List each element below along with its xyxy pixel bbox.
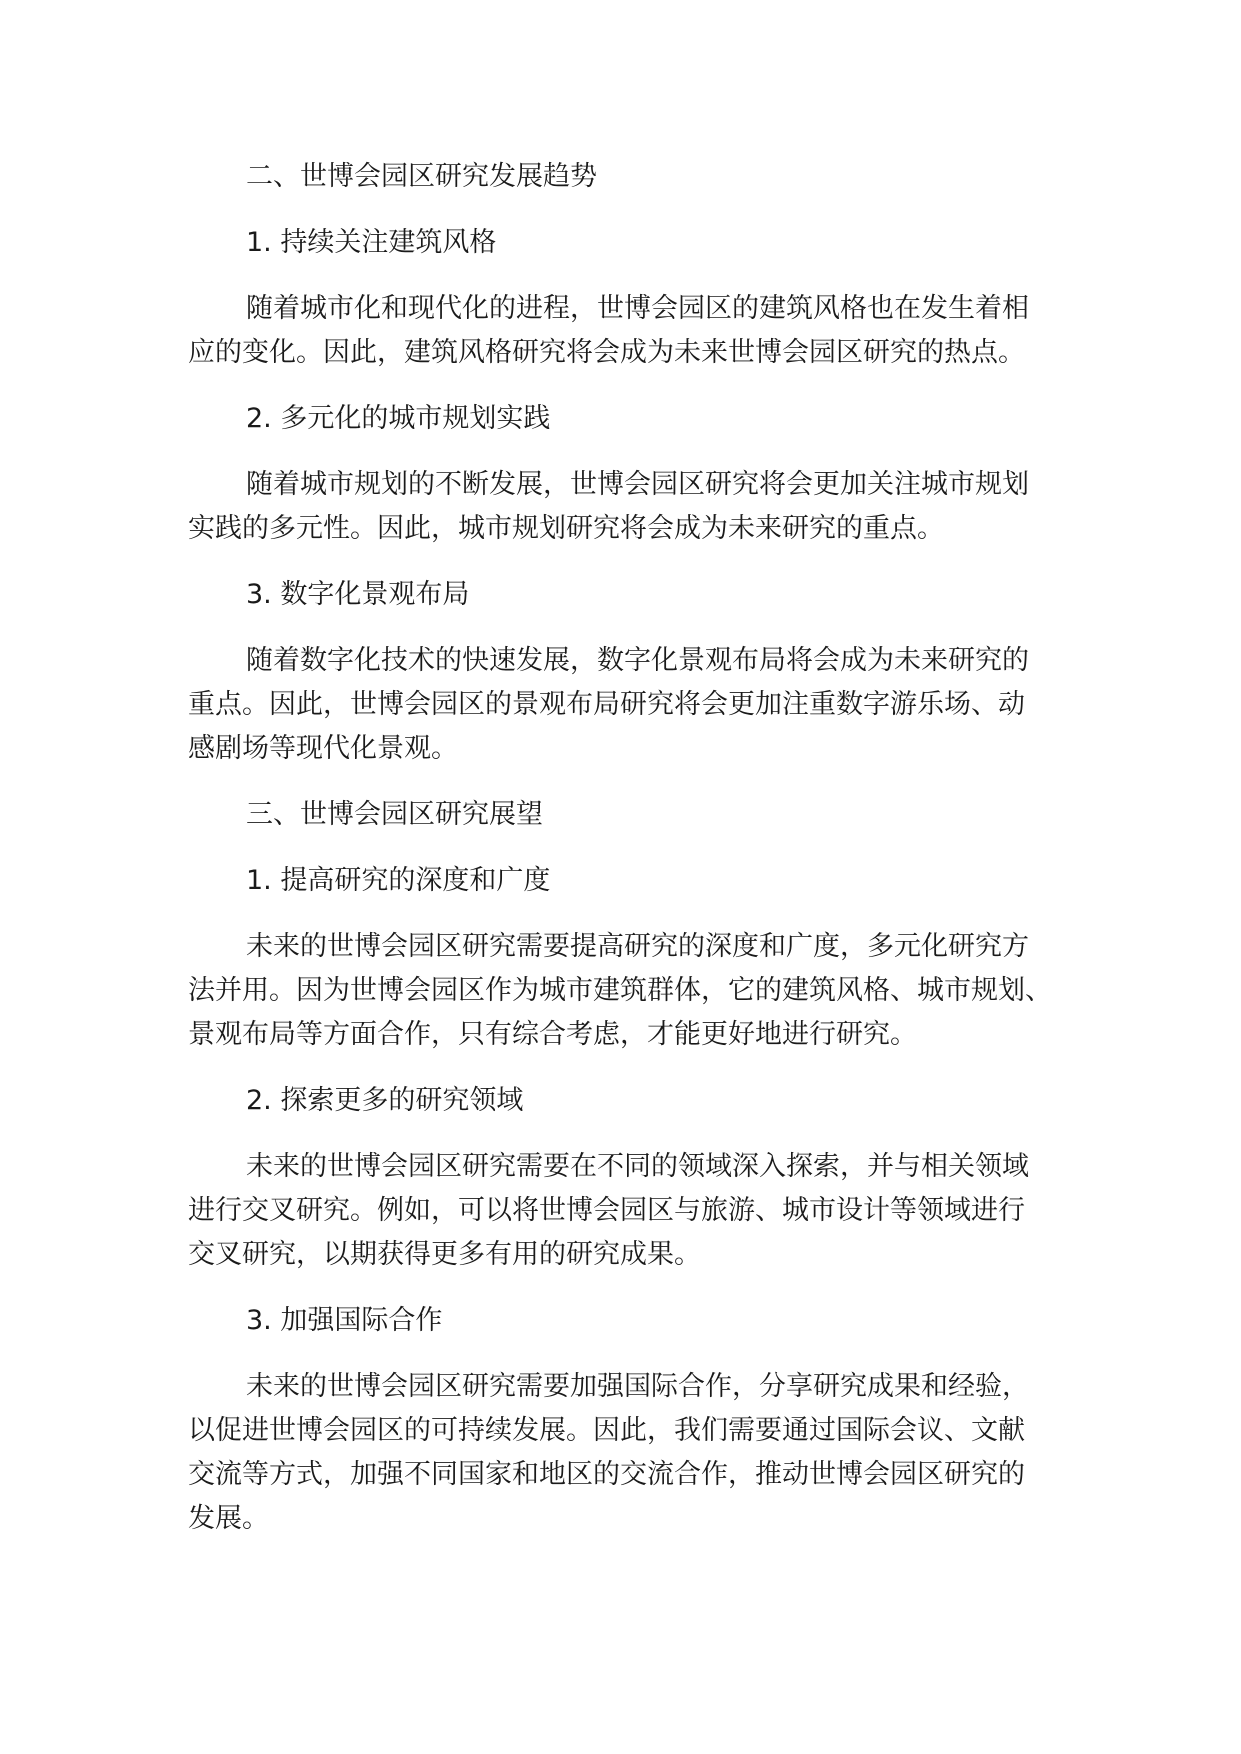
paragraph-line: 以促进世博会园区的可持续发展。因此，我们需要通过国际会议、文献: [188, 1415, 1025, 1446]
item-title-international-cooperation: 3. 加强国际合作: [246, 1305, 443, 1336]
section-heading-trends: 二、世博会园区研究发展趋势: [246, 161, 597, 192]
paragraph-line: 发展。: [188, 1503, 269, 1534]
section-heading-outlook: 三、世博会园区研究展望: [246, 799, 543, 830]
item-title-urban-planning: 2. 多元化的城市规划实践: [246, 403, 551, 434]
item-title-depth-breadth: 1. 提高研究的深度和广度: [246, 865, 551, 896]
item-title-research-fields: 2. 探索更多的研究领域: [246, 1085, 524, 1116]
paragraph-line: 法并用。因为世博会园区作为城市建筑群体，它的建筑风格、城市规划、: [188, 975, 1052, 1006]
paragraph-line: 应的变化。因此，建筑风格研究将会成为未来世博会园区研究的热点。: [188, 337, 1025, 368]
document-page: [188, 155, 1073, 1563]
paragraph-line: 随着城市规划的不断发展，世博会园区研究将会更加关注城市规划: [246, 469, 1029, 500]
paragraph-urban-planning: [188, 463, 1073, 551]
paragraph-line: 重点。因此，世博会园区的景观布局研究将会更加注重数字游乐场、动: [188, 689, 1025, 720]
paragraph-line: 未来的世博会园区研究需要加强国际合作，分享研究成果和经验，: [246, 1371, 1029, 1402]
paragraph-line: 感剧场等现代化景观。: [188, 733, 458, 764]
paragraph-digital-landscape: [188, 639, 1073, 771]
paragraph-line: 随着城市化和现代化的进程，世博会园区的建筑风格也在发生着相: [246, 293, 1029, 324]
paragraph-line: 进行交叉研究。例如，可以将世博会园区与旅游、城市设计等领域进行: [188, 1195, 1025, 1226]
paragraph-line: 未来的世博会园区研究需要提高研究的深度和广度，多元化研究方: [246, 931, 1029, 962]
paragraph-research-fields: [188, 1145, 1073, 1277]
paragraph-international-cooperation: [188, 1365, 1073, 1541]
paragraph-line: 交叉研究，以期获得更多有用的研究成果。: [188, 1239, 701, 1270]
item-title-digital-landscape: 3. 数字化景观布局: [246, 579, 470, 610]
item-title-architecture-style: 1. 持续关注建筑风格: [246, 227, 497, 258]
paragraph-architecture-style: [188, 287, 1073, 375]
paragraph-line: 随着数字化技术的快速发展，数字化景观布局将会成为未来研究的: [246, 645, 1029, 676]
paragraph-line: 未来的世博会园区研究需要在不同的领域深入探索，并与相关领域: [246, 1151, 1029, 1182]
paragraph-line: 景观布局等方面合作，只有综合考虑，才能更好地进行研究。: [188, 1019, 917, 1050]
paragraph-line: 交流等方式，加强不同国家和地区的交流合作，推动世博会园区研究的: [188, 1459, 1025, 1490]
paragraph-depth-breadth: [188, 925, 1073, 1057]
paragraph-line: 实践的多元性。因此，城市规划研究将会成为未来研究的重点。: [188, 513, 944, 544]
